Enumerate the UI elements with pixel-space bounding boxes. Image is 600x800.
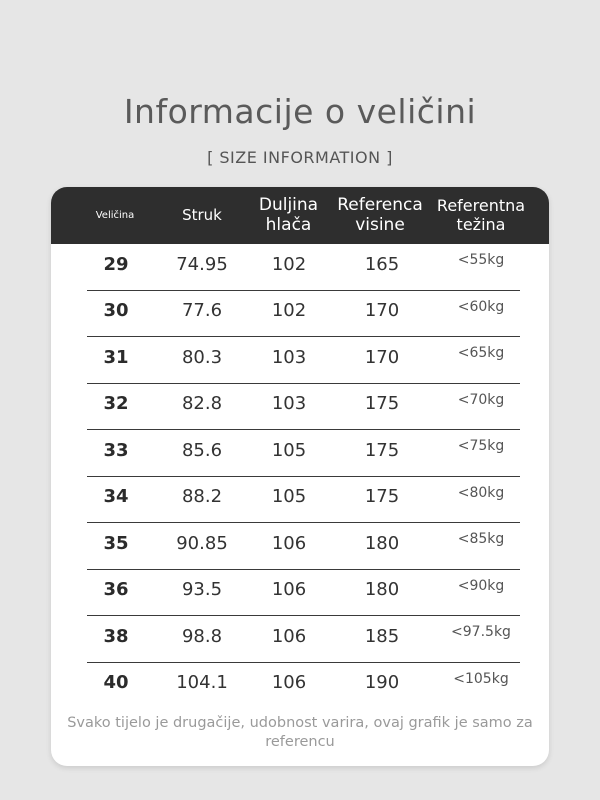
table-row <box>51 570 549 617</box>
header-pants-length: Duljina hlača <box>258 194 319 235</box>
cell-waist: 74.95 <box>176 253 228 275</box>
table-row <box>51 616 549 663</box>
cell-height: 185 <box>364 625 400 647</box>
footer-note: Svako tijelo je drugačije, udobnost varira, ovaj grafik je samo za referencu <box>67 715 533 750</box>
cell-size: 38 <box>103 625 129 647</box>
table-row <box>51 523 549 570</box>
cell-weight: <60kg <box>457 298 505 315</box>
cell-size: 36 <box>103 579 129 600</box>
cell-weight: <97.5kg <box>451 624 511 640</box>
cell-size: 35 <box>103 532 129 554</box>
cell-weight: <55kg <box>457 252 505 268</box>
cell-pants-length: 106 <box>271 672 307 693</box>
cell-waist: 85.6 <box>181 439 223 461</box>
cell-waist: 98.8 <box>181 625 223 647</box>
header-height-reference: Referenca visine <box>337 194 423 235</box>
cell-weight: <80kg <box>457 484 505 501</box>
cell-size: 30 <box>103 300 129 321</box>
cell-waist: 104.1 <box>176 672 228 693</box>
cell-pants-length: 105 <box>271 439 307 461</box>
cell-weight: <90kg <box>457 577 505 594</box>
cell-waist: 77.6 <box>181 300 223 321</box>
cell-pants-length: 103 <box>271 346 307 368</box>
cell-waist: 90.85 <box>176 532 228 554</box>
cell-height: 175 <box>364 393 400 414</box>
cell-weight: <65kg <box>457 345 505 361</box>
table-row <box>51 663 549 710</box>
cell-height: 170 <box>364 300 400 321</box>
cell-size: 32 <box>103 393 129 414</box>
table-row <box>51 337 549 384</box>
table-row <box>51 384 549 431</box>
cell-pants-length: 102 <box>271 253 307 275</box>
cell-pants-length: 102 <box>271 300 307 321</box>
cell-size: 29 <box>103 253 129 275</box>
cell-waist: 93.5 <box>181 579 223 600</box>
header-weight-reference: Referentna težina <box>436 196 526 234</box>
size-table-card <box>51 187 549 766</box>
table-row <box>51 477 549 524</box>
cell-height: 190 <box>364 672 400 693</box>
cell-height: 180 <box>364 532 400 554</box>
cell-pants-length: 105 <box>271 486 307 507</box>
table-row <box>51 291 549 338</box>
cell-height: 180 <box>364 579 400 600</box>
cell-height: 165 <box>364 253 400 275</box>
table-row <box>51 244 549 291</box>
cell-pants-length: 106 <box>271 625 307 647</box>
cell-height: 170 <box>364 346 400 368</box>
cell-height: 175 <box>364 486 400 507</box>
cell-size: 34 <box>103 486 129 507</box>
cell-size: 40 <box>103 672 129 693</box>
table-header <box>51 187 549 244</box>
cell-waist: 80.3 <box>181 346 223 368</box>
cell-height: 175 <box>364 439 400 461</box>
table-row <box>51 430 549 477</box>
cell-waist: 82.8 <box>181 393 223 414</box>
cell-weight: <105kg <box>453 670 509 687</box>
cell-weight: <70kg <box>457 391 505 408</box>
cell-waist: 88.2 <box>181 486 223 507</box>
cell-size: 31 <box>103 346 129 368</box>
cell-pants-length: 106 <box>271 579 307 600</box>
cell-weight: <85kg <box>457 531 505 547</box>
cell-pants-length: 106 <box>271 532 307 554</box>
cell-size: 33 <box>103 439 129 461</box>
header-waist: Struk <box>182 205 222 224</box>
cell-pants-length: 103 <box>271 393 307 414</box>
header-size: Veličina <box>95 209 135 221</box>
page-title: Informacije o veličini <box>123 92 477 131</box>
page-subtitle: [ SIZE INFORMATION ] <box>207 148 393 167</box>
cell-weight: <75kg <box>457 438 505 454</box>
